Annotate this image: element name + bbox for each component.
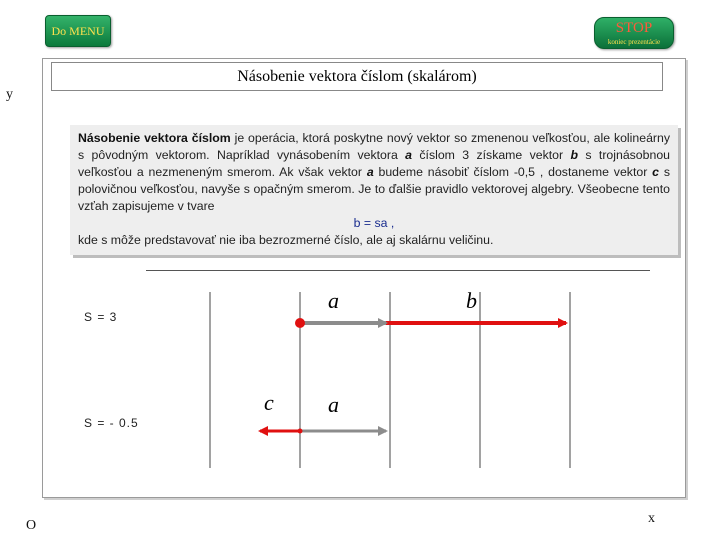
explanation-footer: kde s môže predstavovať nie iba bezrozmerné číslo, ale aj skalárnu veličinu. [78,233,494,247]
slide-title: Násobenie vektora číslom (skalárom) [51,62,663,91]
intro-bold: Násobenie vektora číslom [78,131,231,145]
vector-origin-dot [295,318,305,328]
vector-a-ref: a [366,165,374,179]
menu-button[interactable]: Do MENU [45,15,111,47]
text-part: číslom 3 získame vektor [412,148,571,162]
text-part: budeme násobiť číslom -0,5 , dostaneme vektor [373,165,653,179]
formula: b = sa , [353,216,395,230]
vector-origin-dot-lower [298,429,303,434]
vector-label-c: c [264,390,274,415]
scale-label-minus-half: S = - 0.5 [84,416,139,430]
x-axis-label: x [648,511,655,526]
text-part: s trojnásobnou veľkosťou a nezmeneným smerom. Ak však vektor [78,148,671,179]
vector-label-a-bottom: a [328,392,339,417]
origin-label: O [26,518,37,533]
y-axis-label: y [6,87,13,102]
vector-a-ref: a [405,148,413,162]
vector-c-ref: c [652,165,659,179]
vector-label-a-top: a [328,288,339,313]
stop-sublabel: koniec prezentácie [607,38,661,46]
vector-label-b: b [466,288,477,313]
text-part: s polovičnou veľkosťou, navyše s opačným smerom. Je to ďalšie pravidlo vektorovej algebry. Všeobecne tento vzťah zapisujeme v tvare [78,165,670,213]
text-part: je operácia, ktorá poskytne nový vektor so zmenenou veľkosťou, ale kolineárny s pôvodným vektorom. Napríklad vynásobením vektora [78,131,670,162]
scale-label-3: S = 3 [84,310,118,324]
stop-label: STOP [615,20,653,36]
vector-b-ref: b [570,148,579,162]
